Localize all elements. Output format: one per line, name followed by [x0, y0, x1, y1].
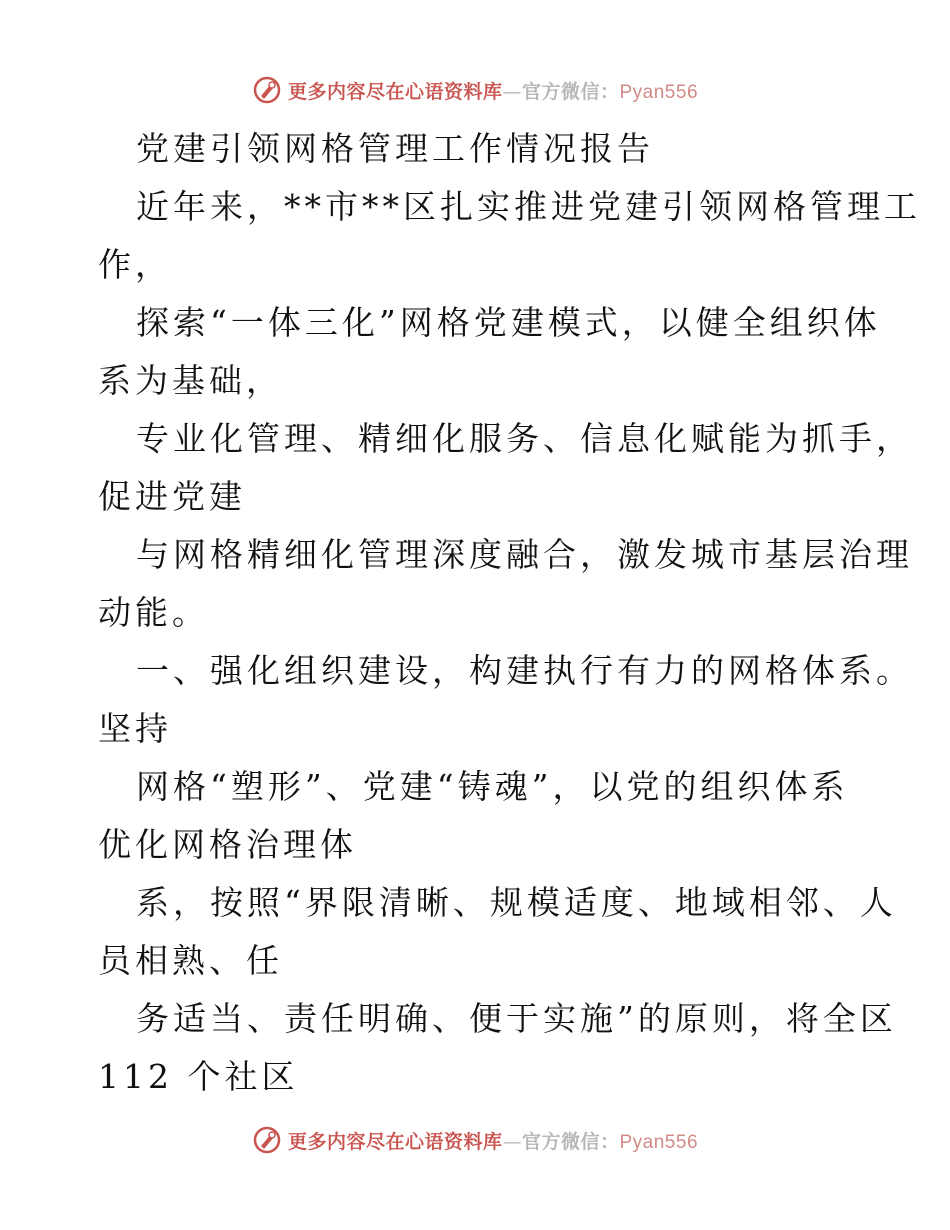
text-line: 作， [98, 245, 172, 284]
watermark-dash: — [502, 80, 522, 103]
text-line: 近年来，**市**区扎实推进党建引领网格管理工 [136, 187, 921, 226]
text-line: 员相熟、任 [98, 941, 283, 980]
text-line: 促进党建 [98, 477, 246, 516]
text-line: 系，按照“界限清晰、规模适度、地域相邻、人 [136, 883, 897, 922]
watermark-brand: 更多内容尽在心语资料库 [287, 1130, 503, 1153]
watermark-wechat-label: 官方微信： [521, 1130, 620, 1153]
watermark-wechat-id: Pyan556 [619, 81, 699, 103]
pen-logo-icon [252, 1125, 282, 1155]
text-line: 与网格精细化管理深度融合，激发城市基层治理 [136, 535, 913, 574]
text-line: 务适当、责任明确、便于实施”的原则，将全区 [136, 999, 897, 1038]
watermark-wechat-id: Pyan556 [619, 1131, 699, 1153]
document-body [98, 120, 921, 1106]
watermark-footer [0, 1120, 950, 1160]
watermark-header [0, 70, 950, 110]
watermark-text [288, 1127, 698, 1154]
text-line: 坚持 [98, 709, 172, 748]
watermark-dash: — [502, 1130, 522, 1153]
text-line: 优化网格治理体 [98, 825, 357, 864]
watermark-brand: 更多内容尽在心语资料库 [287, 80, 503, 103]
document-lines [98, 178, 921, 1106]
text-line: 112 个社区 [98, 1057, 299, 1096]
text-line: 系为基础， [98, 361, 283, 400]
text-line: 探索“一体三化”网格党建模式，以健全组织体 [136, 303, 881, 342]
text-line: 专业化管理、精细化服务、信息化赋能为抓手， [136, 419, 913, 458]
pen-logo-icon [252, 75, 282, 105]
watermark-text [288, 77, 698, 104]
watermark-wechat-label: 官方微信： [521, 80, 620, 103]
text-line: 一、强化组织建设，构建执行有力的网格体系。 [136, 651, 913, 690]
text-line: 动能。 [98, 593, 209, 632]
document-title: 党建引领网格管理工作情况报告 [136, 129, 654, 168]
text-line: 网格“塑形”、党建“铸魂”，以党的组织体系 [136, 767, 849, 806]
